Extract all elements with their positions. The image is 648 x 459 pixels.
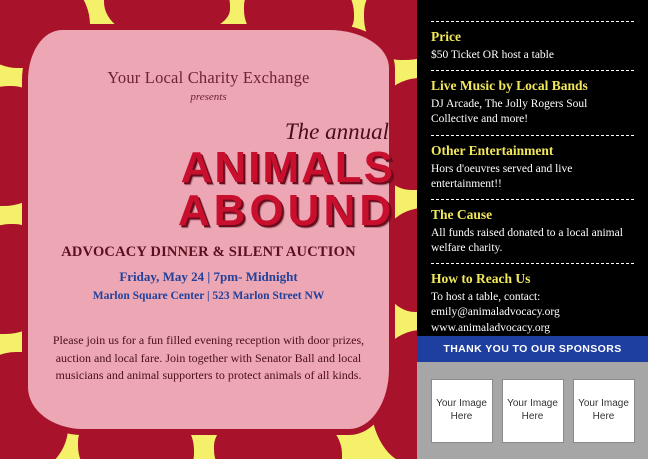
info-section-title: The Cause [431,206,493,222]
sponsor-image-placeholder[interactable]: Your Image Here [502,379,564,443]
info-section-body: Hors d'oeuvres served and live entertainment!! [431,162,573,190]
sponsor-banner: THANK YOU TO OUR SPONSORS [417,336,648,362]
event-subtitle: ADVOCACY DINNER & SILENT AUCTION [61,244,356,261]
sponsor-image-placeholder[interactable]: Your Image Here [573,379,635,443]
info-section-other-entertainment [431,143,634,192]
event-title [0,143,417,235]
sponsor-logo-area [417,362,648,459]
info-section-body: DJ Arcade, The Jolly Rogers Soul Collective and more! [431,98,588,126]
event-dateline: Friday, May 24 | 7pm- Midnight [119,269,298,285]
right-info-panel [417,0,648,459]
info-section-how-to-reach-us [431,271,634,336]
info-sections [417,0,648,344]
info-section-live-music [431,78,634,127]
info-section-body: To host a table, contact: emily@animaladvocacy.org www.animaladvocacy.org [431,291,560,334]
presents-label: presents [190,91,227,103]
info-section-body: All funds raised donated to a local animal welfare charity. [431,226,623,255]
divider [431,21,634,22]
the-annual-label: The annual [284,119,389,144]
event-title-line-1: ANIMALS [180,143,395,192]
info-section-title: How to Reach Us [431,271,531,287]
organization-name: Your Local Charity Exchange [107,68,310,87]
info-section-price [431,29,634,63]
divider [431,199,634,200]
divider [431,135,634,136]
info-section-title: Price [431,29,461,44]
sponsor-image-placeholder[interactable]: Your Image Here [431,379,493,443]
event-description: Please join us for a fun filled evening reception with door prizes, auction and local fare. Join together with Senator Ball and local musicians and animal supporters to protect animals of all kinds. [52,333,365,383]
divider [431,263,634,264]
divider [431,70,634,71]
info-section-body: $50 Ticket OR host a table [431,49,554,61]
event-venue: Marlon Square Center | 523 Marlon Street NW [92,290,325,303]
info-section-title: Other Entertainment [431,142,554,158]
event-title-line-2: ABOUND [177,185,395,235]
info-section-title: Live Music by Local Bands [431,78,588,94]
info-section-the-cause [431,207,634,256]
